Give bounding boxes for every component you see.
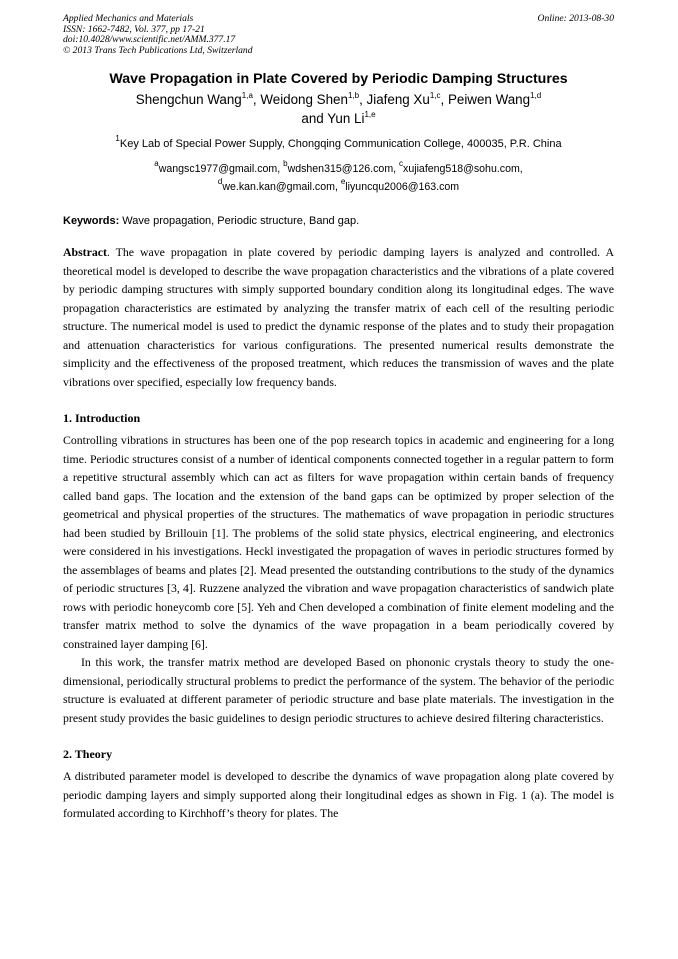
email-address: xujiafeng518@sohu.com <box>403 163 520 175</box>
author-affil-mark: 1,d <box>530 91 542 100</box>
abstract <box>63 243 614 391</box>
section-title-theory: 2. Theory <box>63 747 113 761</box>
abstract-text: . The wave propagation in plate covered by periodic damping layers is analyzed and controlled. A theoretical model is developed to describe the wave propagation characteristics and the vibrations of a plate covered by periodic damping structures with simply supported boundary condition along its longitudinal edges. The wave propagation characteristics are estimated by analyzing the transfer matrix of each cell of the resulting periodic structure. The numerical model is used to predict the dynamic response of the plates and to study their propagation and attenuation characteristics for various configurations. The presented numerical results demonstrate the simplicity and the effectiveness of the proposed treatment, which reduces the transmission of waves and the plate vibrations over specified, especially low frequency bands. <box>63 245 614 389</box>
author-name: Jiafeng Xu <box>366 92 430 107</box>
author-line-2 <box>63 109 614 128</box>
author-name: and Yun Li <box>301 111 365 126</box>
email-address: liyuncqu2006@163.com <box>345 180 460 193</box>
email-address: wdshen315@126.com <box>287 163 394 175</box>
author-name: Shengchun Wang <box>135 92 242 107</box>
doi-line: doi:10.4028/www.scientific.net/AMM.377.17 <box>63 34 236 45</box>
keywords-label: Keywords: <box>63 215 120 227</box>
author-list <box>63 90 614 128</box>
online-date: Online: 2013-08-30 <box>537 13 614 24</box>
author-affil-mark: 1,b <box>347 91 360 100</box>
issn-line: ISSN: 1662-7482, Vol. 377, pp 17-21 <box>63 23 205 35</box>
journal-info <box>63 14 253 56</box>
running-header <box>63 14 614 56</box>
keywords-text: Wave propagation, Periodic structure, Band gap. <box>119 215 360 227</box>
email-line-1: $^a$wangsc1977@gmail.com, $^b$wdshen315@126.com, $^c$xujiafeng518@sohu.com, <box>154 159 523 175</box>
abstract-label: Abstract <box>63 245 107 259</box>
author-line-1: Shengchun Wang$^{1,a}$, Weidong Shen$^{1,b}$, Jiafeng Xu$^{1,c}$, Peiwen Wang$^{1,d}$ <box>135 91 542 107</box>
introduction-paragraph-2: In this work, the transfer matrix method are developed Based on phononic crystals theory to study the one-dimensional, periodically structural problems to predict the performance of the system. The behavior of the periodic structure is evaluated at different parameter of periodic structure and base plate materials. The investigation in the present study provides the basic guidelines to design periodic structures to achieve desired filtering characteristics. <box>63 655 614 725</box>
author-name: Weidong Shen <box>260 92 348 107</box>
journal-name: Applied Mechanics and Materials <box>63 13 194 24</box>
copyright-line: © 2013 Trans Tech Publications Ltd, Switzerland <box>63 44 253 56</box>
email-line-2: $^d$we.kan.kan@gmail.com, $^e$liyuncqu2006@163.com <box>217 176 460 193</box>
email-address: wangsc1977@gmail.com <box>158 163 278 175</box>
author-emails <box>63 161 614 196</box>
section-title-introduction: 1. Introduction <box>63 411 141 425</box>
affiliation: $^1$Key Lab of Special Power Supply, Chongqing Communication College, 400035, P.R. China <box>115 134 562 150</box>
author-name: Peiwen Wang <box>447 92 531 107</box>
author-affil-mark: 1,e <box>364 110 376 119</box>
email-address: we.kan.kan@gmail.com <box>222 180 335 193</box>
author-affil-mark: 1,c <box>429 91 441 100</box>
paper-title: Wave Propagation in Plate Covered by Periodic Damping Structures <box>109 71 568 87</box>
theory-paragraph-1: A distributed parameter model is developed to describe the dynamics of wave propagation along plate covered by periodic damping layers and simply supported along their longitudinal edges as shown in Fig. 1 (a). The model is formulated according to Kirchhoff’s theory for plates. The <box>63 769 614 820</box>
keywords <box>63 214 614 228</box>
introduction-paragraph-1: Controlling vibrations in structures has been one of the pop research topics in academic and engineering for a long time. Periodic structures consist of a number of identical components connected together in a regular pattern to form a repetitive structural assembly which can act as filters for wave propagation within certain bands of frequency called band gaps. The location and the extension of the band gaps can be optimized by proper selection of the geometrical and physical properties of the structures. The mathematics of wave propagation in periodic structures had been studied by Brillouin [1]. The problems of the solid state physics, electrical engineering, and electronics were considered in his investigations. Heckl investigated the propagation of waves in periodic structures formed by the assemblages of beams and plates [2]. Mead presented the outstanding contributions to the study of the dynamics of periodic structures [3, 4]. Ruzzene analyzed the vibration and wave propagation characteristics of sandwich plate rows with periodic honeycomb core [5]. Yeh and Chen developed a combination of finite element modeling and the transfer matrix method to solve the dynamics of the wave propagation in a beam periodically covered by constrained layer damping [6]. <box>63 433 614 651</box>
author-affil-mark: 1,a <box>241 91 253 100</box>
